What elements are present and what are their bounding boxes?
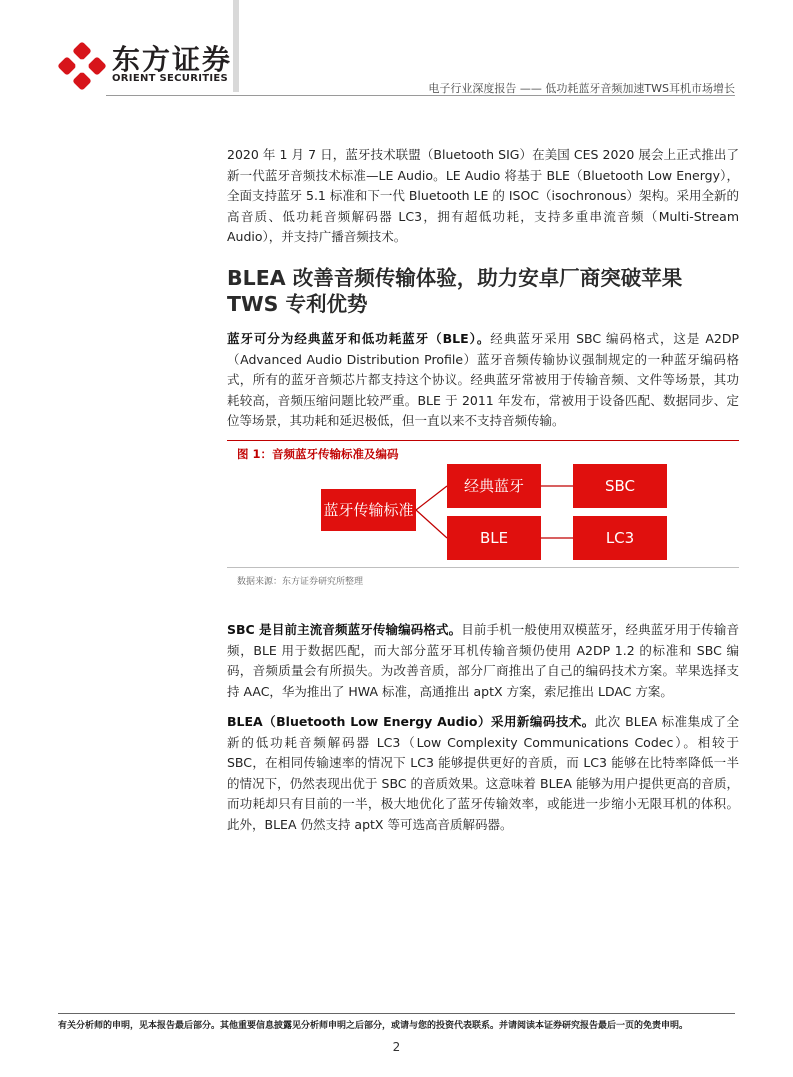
node-label-classic: 经典蓝牙 (463, 477, 525, 495)
paragraph-lead: 蓝牙可分为经典蓝牙和低功耗蓝牙（BLE）。 (227, 331, 491, 346)
node-label-ble: BLE (479, 529, 509, 547)
figure-title: 图 1：音频蓝牙传输标准及编码 (237, 447, 399, 461)
paragraph-lead: BLEA（Bluetooth Low Energy Audio）采用新编码技术。 (227, 714, 595, 729)
connector-root-ble (416, 510, 447, 538)
intro-text: 2020 年 1 月 7 日，蓝牙技术联盟（Bluetooth SIG）在美国 CES 2020 展会上正式推出了新一代蓝牙音频技术标准—LE Audio。LE Audio 将基于 BLE（Bluetooth Low Energy），全面支持蓝牙 5.1 标准和下一代 Bluetooth LE 的 ISOC（isochronous）架构。采用全新的高音质、低功耗音频解码器 LC3，拥有超低功耗，支持多重串流音频（Multi-Stream Audio），并支持广播音频技术。 (227, 147, 739, 244)
page-number: 2 (392, 1040, 401, 1054)
connector-root-classic (416, 486, 447, 510)
header-divider (106, 95, 735, 96)
report-header-title: 电子行业深度报告 —— 低功耗蓝牙音频加速TWS耳机市场增长 (428, 82, 735, 95)
logo-english-name: ORIENT SECURITIES (112, 73, 229, 84)
paragraph-text: 此次 BLEA 标准集成了全新的低功耗音频解码器 LC3（Low Complexity Communications Codec）。相较于 SBC，在相同传输速率的情况下 LC3 能够提供更好的音质，而 LC3 能够在比特率降低一半的情况下，仍然表现出优于 SBC 的音质效果。这意味着 BLEA 能够为用户提供更高的音质，而功耗却只有目前的一半，极大地优化了蓝牙传输效率，或能进一步缩小无限耳机的体积。此外，BLEA 仍然支持 aptX 等可选高音质解码器。 (227, 714, 739, 832)
paragraph-sbc (227, 620, 739, 702)
node-label-root: 蓝牙传输标准 (323, 501, 414, 519)
footer-disclaimer: 有关分析师的申明，见本报告最后部分。其他重要信息披露见分析师申明之后部分，或请与您的投资代表联系。并请阅读本证券研究报告最后一页的免责申明。 (58, 1021, 689, 1031)
section-heading: BLEA 改善音频传输体验，助力安卓厂商突破苹果 TWS 专利优势 (227, 266, 683, 316)
figure-source: 数据来源：东方证券研究所整理 (237, 577, 364, 587)
figure-bottom-rule (227, 567, 739, 568)
paragraph-bluetooth-types (227, 329, 739, 432)
paragraph-blea (227, 712, 739, 835)
node-label-lc3: LC3 (605, 529, 635, 547)
paragraph-text: 经典蓝牙采用 SBC 编码格式，这是 A2DP（Advanced Audio Distribution Profile）蓝牙音频传输协议强制规定的一种蓝牙编码格式，所有的蓝牙音频芯片都支持这个协议。经典蓝牙常被用于传输音频、文件等场景，其功耗较高，音频压缩问题比较严重。BLE 于 2011 年发布，常被用于设备匹配、数据同步、定位等场景，其功耗和延迟极低，但一直以来不支持音频传输。 (227, 331, 739, 428)
node-label-sbc: SBC (604, 477, 636, 495)
intro-paragraph (227, 145, 739, 248)
figure-1 (227, 440, 739, 590)
footer-divider (58, 1013, 735, 1014)
paragraph-text: 目前手机一般使用双模蓝牙，经典蓝牙用于传输音频，BLE 用于数据匹配，而大部分蓝牙耳机传输音频仍使用 A2DP 1.2 的标准和 SBC 编码，音频质量会有所损失。为改善音质，部分厂商推出了自己的编码技术方案。苹果选择支持 AAC，华为推出了 HWA 标准，高通推出 aptX 方案，索尼推出 LDAC 方案。 (227, 622, 739, 699)
bluetooth-standards-diagram (227, 440, 739, 567)
logo-chinese-name: 东方证券 (112, 43, 233, 76)
header-accent-bar (233, 0, 239, 92)
paragraph-lead: SBC 是目前主流音频蓝牙传输编码格式。 (227, 622, 462, 637)
orient-securities-logo (58, 42, 106, 90)
